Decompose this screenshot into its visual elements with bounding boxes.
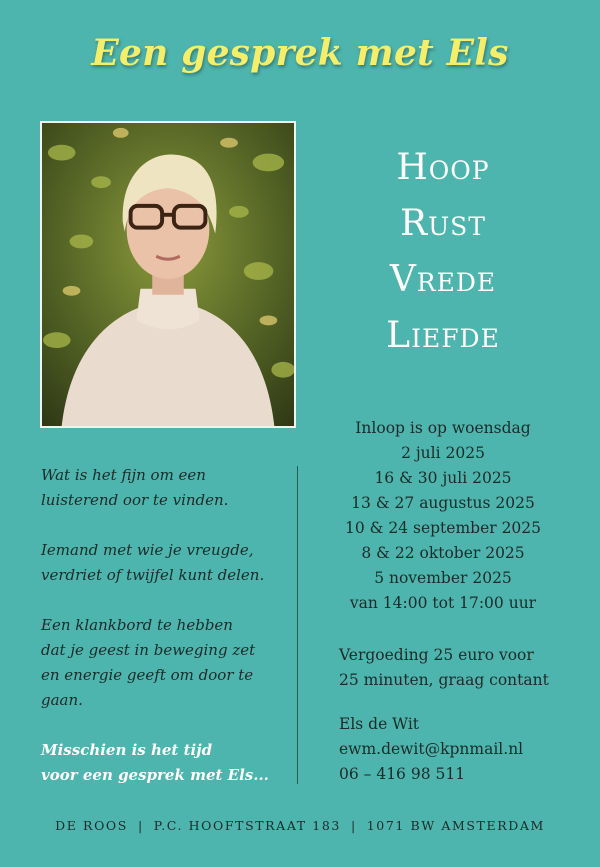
footer-separator: | [137,818,144,833]
footer-separator: | [350,818,357,833]
footer-address [0,818,600,833]
schedule-time: van 14:00 tot 17:00 uur [349,594,537,612]
page-title: Een gesprek met Els [91,32,509,74]
intro-paragraph [41,613,291,713]
keyword-rest: Rust [400,203,486,244]
keyword-love: Liefde [386,315,500,356]
schedule-date: 5 november 2025 [374,569,512,587]
contact-name: Els de Wit [339,715,420,733]
contact-email[interactable]: ewm.dewit@kpnmail.nl [339,740,524,758]
schedule-date: 8 & 22 oktober 2025 [361,544,525,562]
footer-street: P.C. HOOFTSTRAAT 183 [153,818,341,833]
keyword-hope: Hoop [396,147,490,188]
intro-paragraph [41,538,291,588]
footer-venue: DE ROOS [55,818,128,833]
keyword-peace: Vrede [389,259,497,300]
text-line: voor een gesprek met Els... [41,766,269,784]
text-line: en energie geeft om door te gaan. [41,666,254,709]
schedule-date: 13 & 27 augustus 2025 [351,494,535,512]
intro-paragraph [41,463,291,513]
fee-line: 25 minuten, graag contant [339,671,549,689]
text-line: Wat is het fijn om een [41,466,206,484]
intro-text [41,463,291,813]
text-line: luisterend oor te vinden. [41,491,229,509]
schedule-date: 16 & 30 juli 2025 [374,469,512,487]
portrait-photo [40,121,296,428]
contact-phone[interactable]: 06 – 416 98 511 [339,765,466,783]
footer-city: 1071 BW AMSTERDAM [366,818,545,833]
contact-info [339,712,579,787]
text-line: verdriet of twijfel kunt delen. [41,566,265,584]
schedule [318,416,568,616]
schedule-date: 10 & 24 september 2025 [344,519,542,537]
text-line: Iemand met wie je vreugde, [41,541,254,559]
text-line: dat je geest in beweging zet [41,641,256,659]
portrait-illustration [42,123,294,426]
column-divider [297,466,298,784]
text-line: Een klankbord te hebben [41,616,233,634]
schedule-intro: Inloop is op woensdag [355,419,531,437]
closing-invitation [41,738,291,788]
fee-info [339,643,579,693]
keywords-list [318,140,568,364]
text-line: Misschien is het tijd [41,741,213,759]
schedule-date: 2 juli 2025 [401,444,485,462]
fee-line: Vergoeding 25 euro voor [339,646,534,664]
